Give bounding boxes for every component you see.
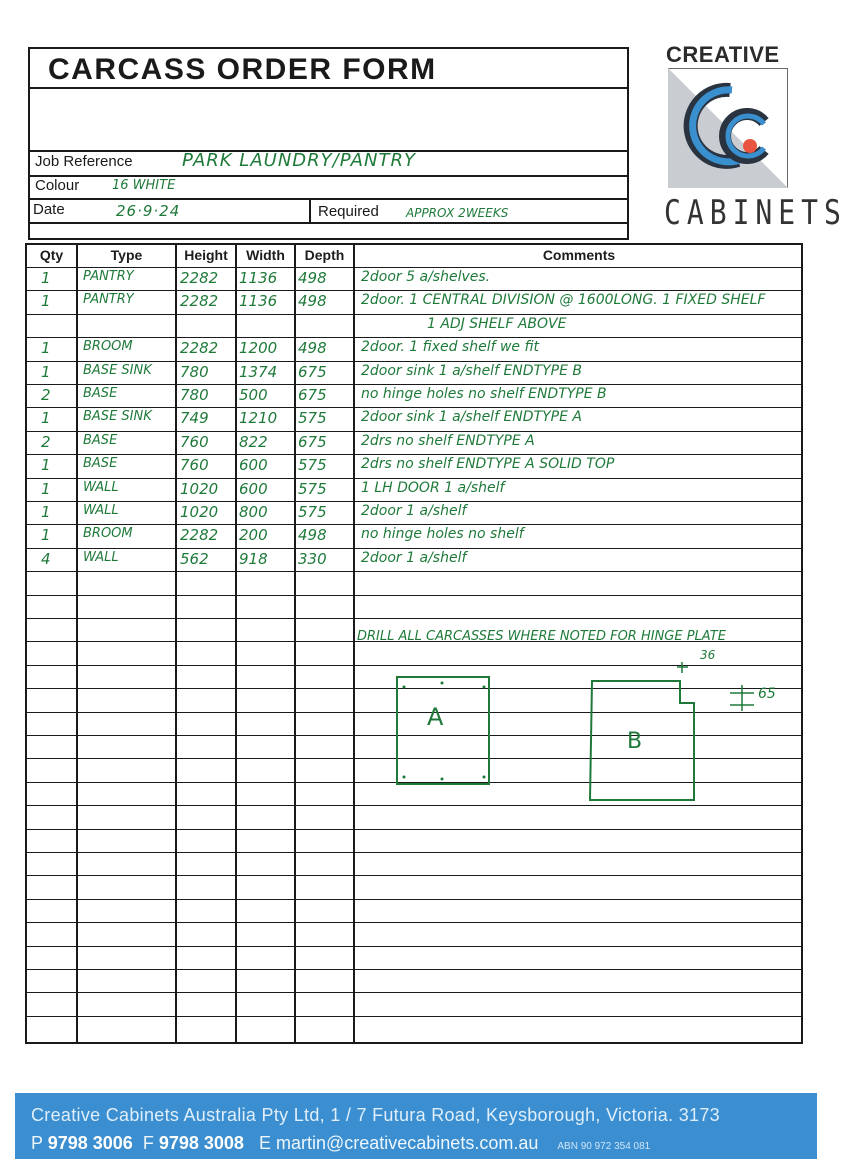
cell-qty[interactable]: 1 <box>41 456 51 475</box>
cell-comments[interactable]: 2door 1 a/shelf <box>361 549 467 566</box>
cell-comments[interactable]: 2door. 1 CENTRAL DIVISION @ 1600LONG. 1 FIXED SHELF <box>361 292 766 309</box>
cell-type[interactable]: BASE <box>83 386 118 401</box>
cell-width[interactable]: 1136 <box>239 292 278 311</box>
footer-bar <box>15 1093 817 1159</box>
cell-width[interactable]: 1136 <box>239 269 278 287</box>
cell-height[interactable]: 760 <box>180 456 209 475</box>
cell-height[interactable]: 2282 <box>180 526 219 545</box>
row-divider <box>27 829 801 830</box>
header-box <box>28 47 629 240</box>
date-label: Date <box>33 201 65 218</box>
header-depth: Depth <box>304 247 345 263</box>
row-divider <box>27 361 801 362</box>
cell-comments[interactable]: no hinge holes no shelf <box>361 526 524 543</box>
header-type: Type <box>110 247 143 263</box>
hinge-diagram <box>392 645 822 815</box>
header-divider <box>30 175 627 177</box>
cell-depth[interactable]: 498 <box>298 339 327 358</box>
row-divider <box>27 337 801 338</box>
header-qty: Qty <box>39 247 64 263</box>
cell-qty[interactable]: 1 <box>41 409 51 428</box>
row-divider <box>27 1016 801 1017</box>
header-divider <box>30 198 627 200</box>
email-link[interactable]: martin@creativecabinets.com.au <box>275 1133 539 1153</box>
drill-note: DRILL ALL CARCASSES WHERE NOTED FOR HINGE PLATE <box>357 629 726 644</box>
row-divider <box>27 501 801 502</box>
row-divider <box>27 267 801 268</box>
diagram-dim-36: 36 <box>700 648 716 662</box>
cell-depth[interactable]: 330 <box>298 549 327 568</box>
row-divider <box>27 899 801 900</box>
cell-depth[interactable]: 498 <box>298 269 327 287</box>
job-reference-value[interactable]: PARK LAUNDRY/PANTRY <box>182 150 416 171</box>
cell-type[interactable]: BROOM <box>83 526 133 542</box>
cell-comments[interactable]: 2door sink 1 a/shelf ENDTYPE A <box>361 409 582 426</box>
cell-type[interactable]: WALL <box>83 549 119 565</box>
row-divider <box>27 384 801 385</box>
diagram-dim-65: 65 <box>758 686 776 702</box>
cell-width[interactable]: 1210 <box>239 409 278 428</box>
row-divider <box>27 992 801 993</box>
row-divider <box>27 852 801 853</box>
cell-comments[interactable]: 1 ADJ SHELF ABOVE <box>427 315 567 332</box>
footer-address: Creative Cabinets Australia Pty Ltd, 1 / 7 Futura Road, Keysborough, Victoria. 3173 <box>31 1105 720 1125</box>
cell-comments[interactable]: 2door 1 a/shelf <box>361 503 467 519</box>
row-divider <box>27 595 801 596</box>
row-divider <box>27 618 801 619</box>
cell-height[interactable]: 760 <box>180 432 209 451</box>
header-divider <box>30 87 627 89</box>
cell-depth[interactable]: 575 <box>298 456 327 475</box>
cell-qty[interactable]: 1 <box>41 503 51 521</box>
row-divider <box>27 922 801 923</box>
cell-type[interactable]: BASE <box>83 456 118 472</box>
cell-height[interactable]: 562 <box>180 549 209 568</box>
colour-label: Colour <box>35 177 80 194</box>
row-divider <box>27 478 801 479</box>
fax-number: 9798 3008 <box>158 1133 244 1153</box>
cell-type[interactable]: WALL <box>83 503 119 518</box>
cell-comments[interactable]: 2door 5 a/shelves. <box>361 269 491 285</box>
cell-depth[interactable]: 575 <box>298 409 327 428</box>
cell-comments[interactable]: 1 LH DOOR 1 a/shelf <box>361 479 505 496</box>
cell-width[interactable]: 600 <box>239 479 268 498</box>
row-divider <box>27 431 801 432</box>
row-divider <box>27 290 801 291</box>
row-divider <box>27 875 801 876</box>
row-divider <box>27 314 801 315</box>
cell-depth[interactable]: 575 <box>298 503 327 521</box>
cell-type[interactable]: PANTRY <box>83 269 134 284</box>
header-divider <box>30 222 627 224</box>
cell-height[interactable]: 2282 <box>180 339 219 358</box>
cell-width[interactable]: 918 <box>239 549 268 568</box>
row-divider <box>27 548 801 549</box>
required-divider <box>309 199 311 224</box>
cell-qty[interactable]: 1 <box>41 526 51 545</box>
cell-type[interactable]: BROOM <box>83 339 133 355</box>
cell-depth[interactable]: 675 <box>298 386 327 404</box>
required-value[interactable]: APPROX 2WEEKS <box>406 206 509 220</box>
cell-height[interactable]: 780 <box>180 386 209 404</box>
form-title: CARCASS ORDER FORM <box>48 53 437 86</box>
abn-text: ABN 90 972 354 081 <box>557 1141 651 1152</box>
cell-width[interactable]: 500 <box>239 386 268 404</box>
logo-mark <box>668 68 788 188</box>
cell-type[interactable]: WALL <box>83 479 119 495</box>
cell-depth[interactable]: 498 <box>298 526 327 545</box>
required-label: Required <box>318 203 379 220</box>
footer-contact <box>31 1133 650 1154</box>
job-reference-label: Job Reference <box>35 153 133 170</box>
cell-height[interactable]: 749 <box>180 409 209 428</box>
cell-qty[interactable]: 2 <box>41 386 51 404</box>
cell-depth[interactable]: 675 <box>298 362 327 381</box>
cell-height[interactable]: 2282 <box>180 269 219 287</box>
cell-height[interactable]: 1020 <box>180 503 219 521</box>
cell-comments[interactable]: 2drs no shelf ENDTYPE A SOLID TOP <box>361 456 615 473</box>
cell-depth[interactable]: 575 <box>298 479 327 498</box>
cell-height[interactable]: 2282 <box>180 292 219 311</box>
cell-qty[interactable]: 1 <box>41 362 51 381</box>
cell-width[interactable]: 1200 <box>239 339 278 358</box>
row-divider <box>27 969 801 970</box>
diagram-b-label: B <box>627 729 643 754</box>
cell-comments[interactable]: 2door. 1 fixed shelf we fit <box>361 339 540 356</box>
row-divider <box>27 571 801 572</box>
cell-type[interactable]: BASE SINK <box>83 409 152 425</box>
row-divider <box>27 524 801 525</box>
cell-width[interactable]: 822 <box>239 432 268 451</box>
header-comments: Comments <box>542 247 616 263</box>
cell-depth[interactable]: 498 <box>298 292 327 311</box>
cell-comments[interactable]: no hinge holes no shelf ENDTYPE B <box>361 386 607 402</box>
logo-wordmark: CREATIVE <box>666 42 780 67</box>
header-width: Width <box>246 247 285 263</box>
cell-qty[interactable]: 1 <box>41 269 51 287</box>
fax-label: F <box>142 1133 154 1153</box>
colour-value[interactable]: 16 WHITE <box>112 178 176 193</box>
cell-height[interactable]: 1020 <box>180 479 219 498</box>
cell-qty[interactable]: 2 <box>41 432 51 451</box>
cell-width[interactable]: 200 <box>239 526 268 545</box>
cell-qty[interactable]: 1 <box>41 479 51 498</box>
row-divider <box>27 407 801 408</box>
cell-qty[interactable]: 4 <box>41 549 51 568</box>
row-divider <box>27 946 801 947</box>
cell-qty[interactable]: 1 <box>41 292 51 311</box>
logo-subtitle: CABINETS <box>664 193 847 233</box>
header-height: Height <box>184 247 228 263</box>
cell-height[interactable]: 780 <box>180 362 209 381</box>
cell-comments[interactable]: 2door sink 1 a/shelf ENDTYPE B <box>361 362 582 379</box>
row-divider <box>27 454 801 455</box>
cell-type[interactable]: BASE SINK <box>83 362 152 378</box>
email-label: E <box>258 1133 271 1153</box>
cell-type[interactable]: PANTRY <box>83 292 134 308</box>
phone-number[interactable]: 9798 3006 <box>47 1133 133 1153</box>
cell-comments[interactable]: 2drs no shelf ENDTYPE A <box>361 432 535 449</box>
cell-depth[interactable]: 675 <box>298 432 327 451</box>
cell-qty[interactable]: 1 <box>41 339 51 358</box>
cell-width[interactable]: 1374 <box>239 362 278 381</box>
cell-width[interactable]: 600 <box>239 456 268 475</box>
phone-label: P <box>31 1133 43 1153</box>
diagram-a-label: A <box>427 703 444 731</box>
order-table <box>25 243 803 1044</box>
cell-type[interactable]: BASE <box>83 432 118 448</box>
date-value[interactable]: 26·9·24 <box>116 202 181 220</box>
cell-width[interactable]: 800 <box>239 503 268 521</box>
